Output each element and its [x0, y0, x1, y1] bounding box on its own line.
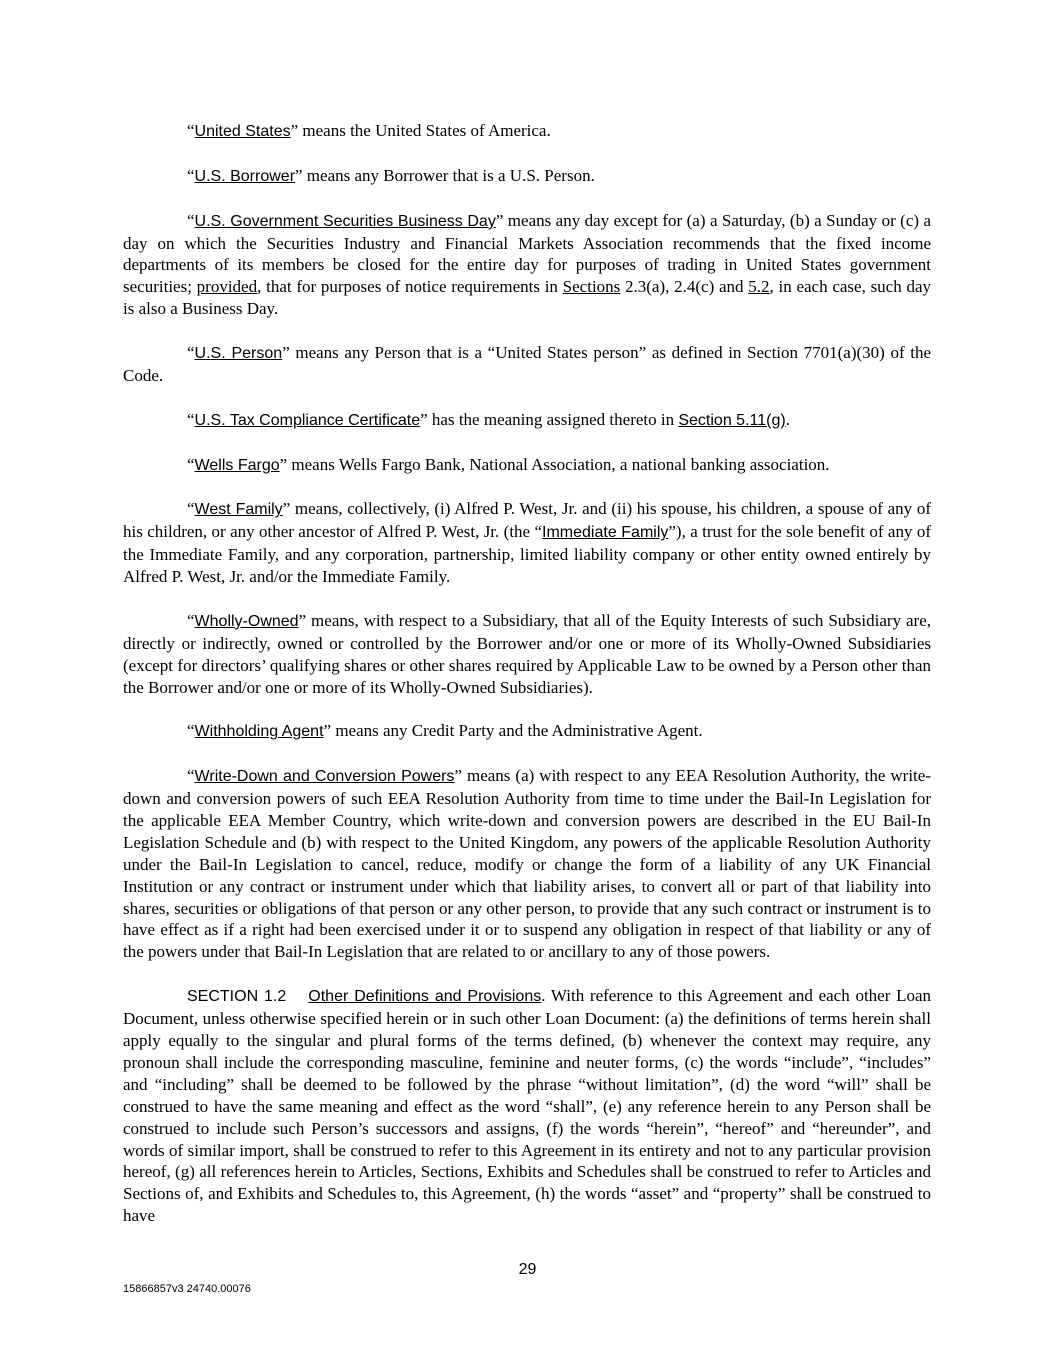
section-text: . With reference to this Agreement and each other Loan Document, unless otherwise specified herein or in such other Loan Document: (a) the definitions of terms herein shall apply equally to the singular and plural forms of the terms defined, (b) whenever the context may require, any pronoun shall include the corresponding masculine, feminine and neuter forms, (c) the words “include”, “includes” and “including” shall be deemed to be followed by the phrase “without limitation”, (d) the word “will” shall be construed to have the same meaning and effect as the word “shall”, (e) any reference herein to any Person shall be construed to include such Person’s successors and assigns, (f) the words “herein”, “hereof” and “hereunder”, and words of similar import, shall be construed to refer to this Agreement in its entirety and not to any particular provision hereof, (g) all references herein to Articles, Sections, Exhibits and Schedules shall be construed to refer to Articles and Sections of, and Exhibits and Schedules to, this Agreement, (h) the words “asset” and “property” shall be construed to have: [123, 986, 932, 1226]
definition-united-states: [123, 120, 931, 143]
defined-term: U.S. Government Securities Business Day: [194, 212, 496, 230]
defined-term-immediate-family: Immediate Family: [542, 524, 669, 542]
defined-term: U.S. Borrower: [194, 167, 296, 185]
section-number: SECTION 1.2: [187, 988, 287, 1006]
definition-text: .: [785, 409, 790, 429]
open-quote: “: [187, 409, 195, 429]
definition-text: ” means any Person that is a “United States person” as defined in Section 7701(a)(30) of the Code.: [123, 343, 932, 385]
definition-text: ” means any day except for (a) a Saturday, (b) a Sunday or (c) a day on which the Securities Industry and Financial Markets Association recommends that the fixed income departments of its members be closed for the entire day for purposes of trading in United States government securities;: [123, 210, 931, 297]
open-quote: “: [187, 121, 195, 140]
definition-text: ” means any Borrower that is a U.S. Person.: [295, 165, 595, 185]
defined-term: Wells Fargo: [194, 456, 280, 474]
open-quote: “: [187, 210, 195, 230]
definition-us-borrower: [123, 165, 931, 188]
definition-text: ”), a trust for the sole benefit of any of the Immediate Family, and any corporation, partnership, limited liability company or other entity owned entirely by Alfred P. West, Jr. and/or the Immediate Family.: [123, 522, 931, 587]
defined-term: U.S. Tax Compliance Certificate: [194, 411, 421, 429]
section-1-2: [123, 985, 931, 1227]
document-body: [123, 120, 931, 1227]
section-reference: 5.2: [748, 277, 770, 297]
section-title: Other Definitions and Provisions: [308, 988, 542, 1006]
definition-text: , in each case, such day is also a Business Day.: [123, 277, 932, 319]
defined-term: West Family: [194, 501, 283, 519]
definition-text: ” means the United States of America.: [290, 121, 551, 140]
definition-text: ” means any Credit Party and the Administrative Agent.: [323, 721, 703, 741]
sections-reference: Sections: [562, 277, 621, 297]
definition-text: ” means Wells Fargo Bank, National Association, a national banking association.: [279, 454, 830, 474]
open-quote: “: [187, 165, 195, 185]
definition-text: ” means (a) with respect to any EEA Resolution Authority, the write-down and conversion powers of such EEA Resolution Authority from time to time under the Bail-In Legislation for the applicable EEA Member Country, which write-down and conversion powers are described in the EU Bail-In Legislation Schedule and (b) with respect to the United Kingdom, any powers of the applicable Resolution Authority under the Bail-In Legislation to cancel, reduce, modify or change the form of a liability of any UK Financial Institution or any contract or instrument under which that liability arises, to convert all or part of that liability into shares, securities or obligations of that person or any other person, to provide that any such contract or instrument is to have effect as if a right had been exercised under it or to suspend any obligation in respect of that liability or any of the powers under that Bail-In Legislation that are related to or ancillary to any of those powers.: [123, 766, 931, 962]
defined-term: Withholding Agent: [194, 723, 324, 741]
definition-us-tax-compliance-certificate: [123, 409, 931, 432]
defined-term: United States: [194, 123, 291, 140]
defined-term: Write-Down and Conversion Powers: [194, 768, 455, 786]
definition-wholly-owned: [123, 610, 931, 699]
document-id: 15866857v3 24740.00076: [123, 1283, 251, 1295]
page-number: 29: [518, 1261, 537, 1278]
definition-us-government-securities-business-day: [123, 210, 931, 321]
definition-us-person: [123, 342, 931, 387]
definition-withholding-agent: [123, 720, 931, 743]
open-quote: “: [187, 721, 195, 741]
definition-text: 2.3(a), 2.4(c) and: [620, 277, 749, 297]
section-reference: Section 5.11(g): [678, 411, 786, 429]
definition-write-down-and-conversion-powers: [123, 765, 931, 963]
open-quote: “: [187, 499, 195, 519]
definition-west-family: [123, 498, 931, 588]
open-quote: “: [187, 454, 195, 474]
definition-text: , that for purposes of notice requirements in: [257, 277, 563, 297]
definition-text: ” has the meaning assigned thereto in: [420, 409, 679, 429]
definition-text: ” means, with respect to a Subsidiary, that all of the Equity Interests of such Subsidiary are, directly or indirectly, owned or controlled by the Borrower and/or one or more of its Wholly-Owned Subsidiaries (except for directors’ qualifying shares or other shares required by Applicable Law to be owned by a Person other than the Borrower and/or one or more of its Wholly-Owned Subsidiaries).: [123, 610, 931, 697]
definition-text: ” means, collectively, (i) Alfred P. West, Jr. and (ii) his spouse, his children, a spouse of any of his children, or any other ancestor of Alfred P. West, Jr. (the “: [123, 499, 931, 542]
open-quote: “: [187, 766, 195, 786]
defined-term: Wholly-Owned: [194, 612, 299, 630]
definition-wells-fargo: [123, 454, 931, 477]
open-quote: “: [187, 610, 195, 630]
provided-term: provided: [196, 277, 258, 297]
defined-term: U.S. Person: [194, 345, 283, 363]
open-quote: “: [187, 343, 195, 363]
